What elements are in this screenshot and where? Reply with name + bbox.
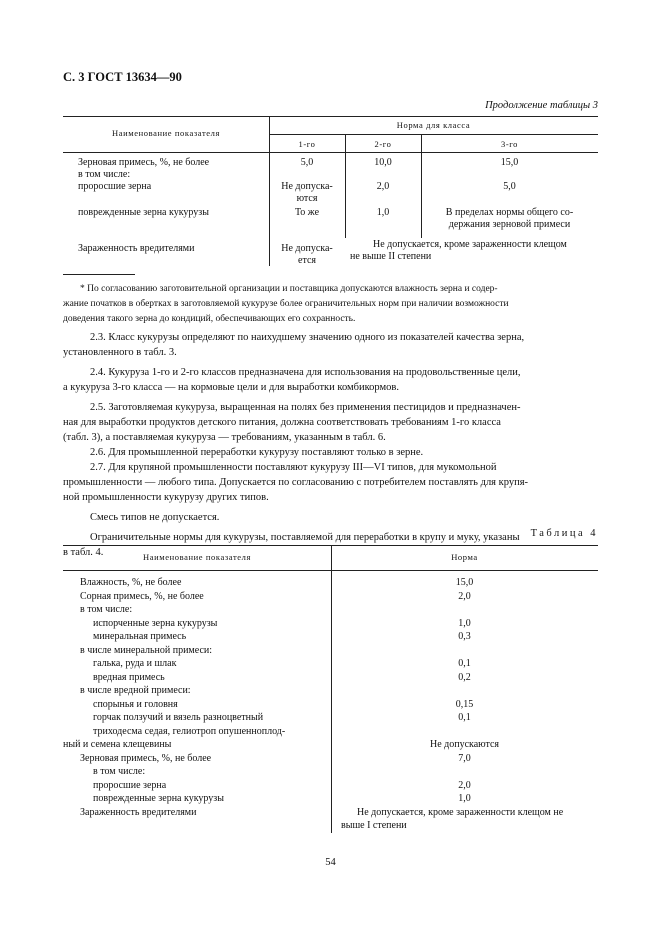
table-cell: [331, 603, 598, 617]
table-row-label: Влажность, %, не более: [80, 577, 182, 588]
table-cell: 5,0: [503, 181, 516, 192]
table-cell: 2,0: [376, 181, 390, 192]
table-cell: не выше II степени: [350, 251, 432, 262]
table-cell: [331, 725, 598, 739]
table-cell: [331, 644, 598, 658]
table-cell: ется: [298, 255, 316, 266]
table-cell: 5,0: [300, 157, 314, 168]
table-header-bottom-rule: [63, 152, 598, 153]
table-cell: 0,1: [458, 658, 471, 669]
table-cell: [331, 684, 598, 698]
table-row-label: галька, руда и шлак: [93, 658, 177, 669]
table-cell: 2,0: [458, 590, 471, 602]
table-row-label: проросшие зерна: [78, 181, 152, 192]
table-top-rule: [63, 116, 598, 117]
table-cell: выше I степени: [341, 820, 407, 831]
table-cell: Не допуска-: [281, 181, 333, 192]
column-header-class-3: 3-го: [500, 139, 518, 149]
table-row-label: проросшие зерна: [93, 779, 167, 791]
table-cell: 15,0: [500, 157, 519, 168]
footnote-rule: [63, 274, 135, 275]
paragraph-line: 2.6. Для промышленной переработки кукурузу поставляют только в зерне.: [90, 447, 424, 458]
table-cell: 0,3: [458, 631, 471, 642]
paragraph-line: установленного в табл. 3.: [63, 347, 177, 358]
table-row-label: в числе минеральной примеси:: [80, 644, 213, 656]
paragraph-line: 2.4. Кукуруза 1-го и 2-го классов предназначена для использования на продовольственные цели,: [90, 367, 521, 378]
table-row-label: горчак ползучий и вязель разноцветный: [93, 712, 264, 723]
table-cell: Не допускается, кроме зараженности клещом: [373, 239, 567, 250]
table-header-mid-rule: [269, 134, 598, 135]
table-cell: 2,0: [458, 779, 471, 791]
paragraph-line: ная для выработки продуктов детского питания, должна соответствовать требованиям 1-го класса: [63, 417, 501, 428]
paragraph-line: 2.3. Класс кукурузы определяют по наихудшему значению одного из показателей качества зерна,: [90, 332, 525, 343]
table-row-label: триходесма седая, гелиотроп опушенноплод-: [93, 725, 286, 737]
paragraph-line: 2.5. Заготовляемая кукуруза, выращенная на полях без применения пестицидов и предназначен-: [90, 402, 521, 413]
table-row-label: ный и семена клещевины: [63, 739, 172, 750]
table-cell: 1,0: [458, 617, 471, 629]
footnote-line: * По согласованию заготовительной организации и поставщика допускаются влажность зерна и содер-: [80, 284, 498, 294]
table-cell: 7,0: [458, 752, 471, 764]
table-row-label: испорченные зерна кукурузы: [93, 617, 218, 629]
paragraph-line: а кукуруза 3-го класса — на кормовые цели и для выработки комбикормов.: [63, 382, 399, 393]
paragraph-line: в табл. 4.: [63, 547, 104, 558]
table-cell: В пределах нормы общего со-: [445, 207, 574, 218]
paragraph-line: Смесь типов не допускается.: [90, 512, 220, 523]
column-header-indicator: Наименование показателя: [142, 552, 251, 562]
page-number: 54: [325, 857, 336, 868]
table-row-label: вредная примесь: [93, 671, 165, 683]
table-row-label: минеральная примесь: [93, 631, 187, 642]
table-cell: 15,0: [455, 577, 474, 588]
table-cell: Не допускается, кроме зараженности клещом не: [357, 806, 564, 818]
table-cell: держания зерновой примеси: [448, 219, 571, 230]
footnote: [63, 282, 598, 327]
table-continuation-label: Продолжение таблицы 3: [485, 100, 598, 111]
column-header-indicator: Наименование показателя: [111, 128, 220, 138]
table-row-label: поврежденные зерна кукурузы: [78, 207, 209, 218]
column-header-norm: Норма для класса: [396, 120, 471, 130]
table-row-label: Зерновая примесь, %, не более: [78, 157, 210, 168]
table-cell: Не допускаются: [429, 739, 500, 750]
column-header-class-1: 1-го: [298, 139, 316, 149]
paragraph-line: промышленности — любого типа. Допускается по согласованию с потребителем поставлять для крупя-: [63, 477, 529, 488]
table-value-column: [331, 576, 598, 833]
column-header-norm: Норма: [451, 552, 478, 562]
table-caption: Таблица 4: [530, 528, 598, 539]
table-cell: 1,0: [376, 207, 390, 218]
body-text: [63, 330, 598, 560]
footnote-line: жание початков в обертках в заготовляемой кукурузе более ограничительных норм при наличии возможности: [63, 299, 509, 309]
table-row-label: в числе вредной примеси:: [80, 685, 191, 696]
table-cell: То же: [294, 207, 320, 218]
table-cell: 0,1: [458, 712, 471, 723]
paragraph-line: (табл. 3), а поставляемая кукуруза — требованиям, указанным в табл. 6.: [63, 432, 386, 443]
table-row-label: поврежденные зерна кукурузы: [93, 793, 224, 804]
table-cell: 0,2: [458, 671, 471, 683]
table-row-label: Зараженность вредителями: [80, 806, 197, 818]
table-row-label: в том числе:: [78, 169, 131, 180]
table-row-label: в том числе:: [93, 766, 146, 777]
table-cell: [331, 765, 598, 779]
table-cell: 1,0: [458, 793, 471, 804]
table-cell: 10,0: [374, 157, 392, 168]
footnote-line: доведения такого зерна до кондиций, обеспечивающих его сохранность.: [63, 314, 356, 324]
table-cell: 0,15: [455, 698, 474, 710]
table-label-column: [63, 576, 331, 819]
paragraph-line: ной промышленности кукурузу других типов.: [63, 492, 269, 503]
table-cell: ются: [296, 193, 318, 204]
paragraph-line: 2.7. Для крупяной промышленности поставляют кукурузу III—VI типов, для мукомольной: [90, 462, 497, 473]
page-header: С. 3 ГОСТ 13634—90: [63, 70, 182, 84]
table-cell: Не допуска-: [281, 243, 333, 254]
table-row-label: Зараженность вредителями: [78, 243, 195, 254]
column-header-class-2: 2-го: [374, 139, 392, 149]
table-row-label: Зерновая примесь, %, не более: [80, 752, 212, 764]
paragraph-line: Ограничительные нормы для кукурузы, поставляемой для переработки в крупу и муку, указаны: [90, 532, 520, 543]
table-row-label: в том числе:: [80, 604, 133, 615]
table-row-label: Сорная примесь, %, не более: [80, 590, 204, 602]
table-row-label: спорынья и головня: [93, 698, 178, 710]
